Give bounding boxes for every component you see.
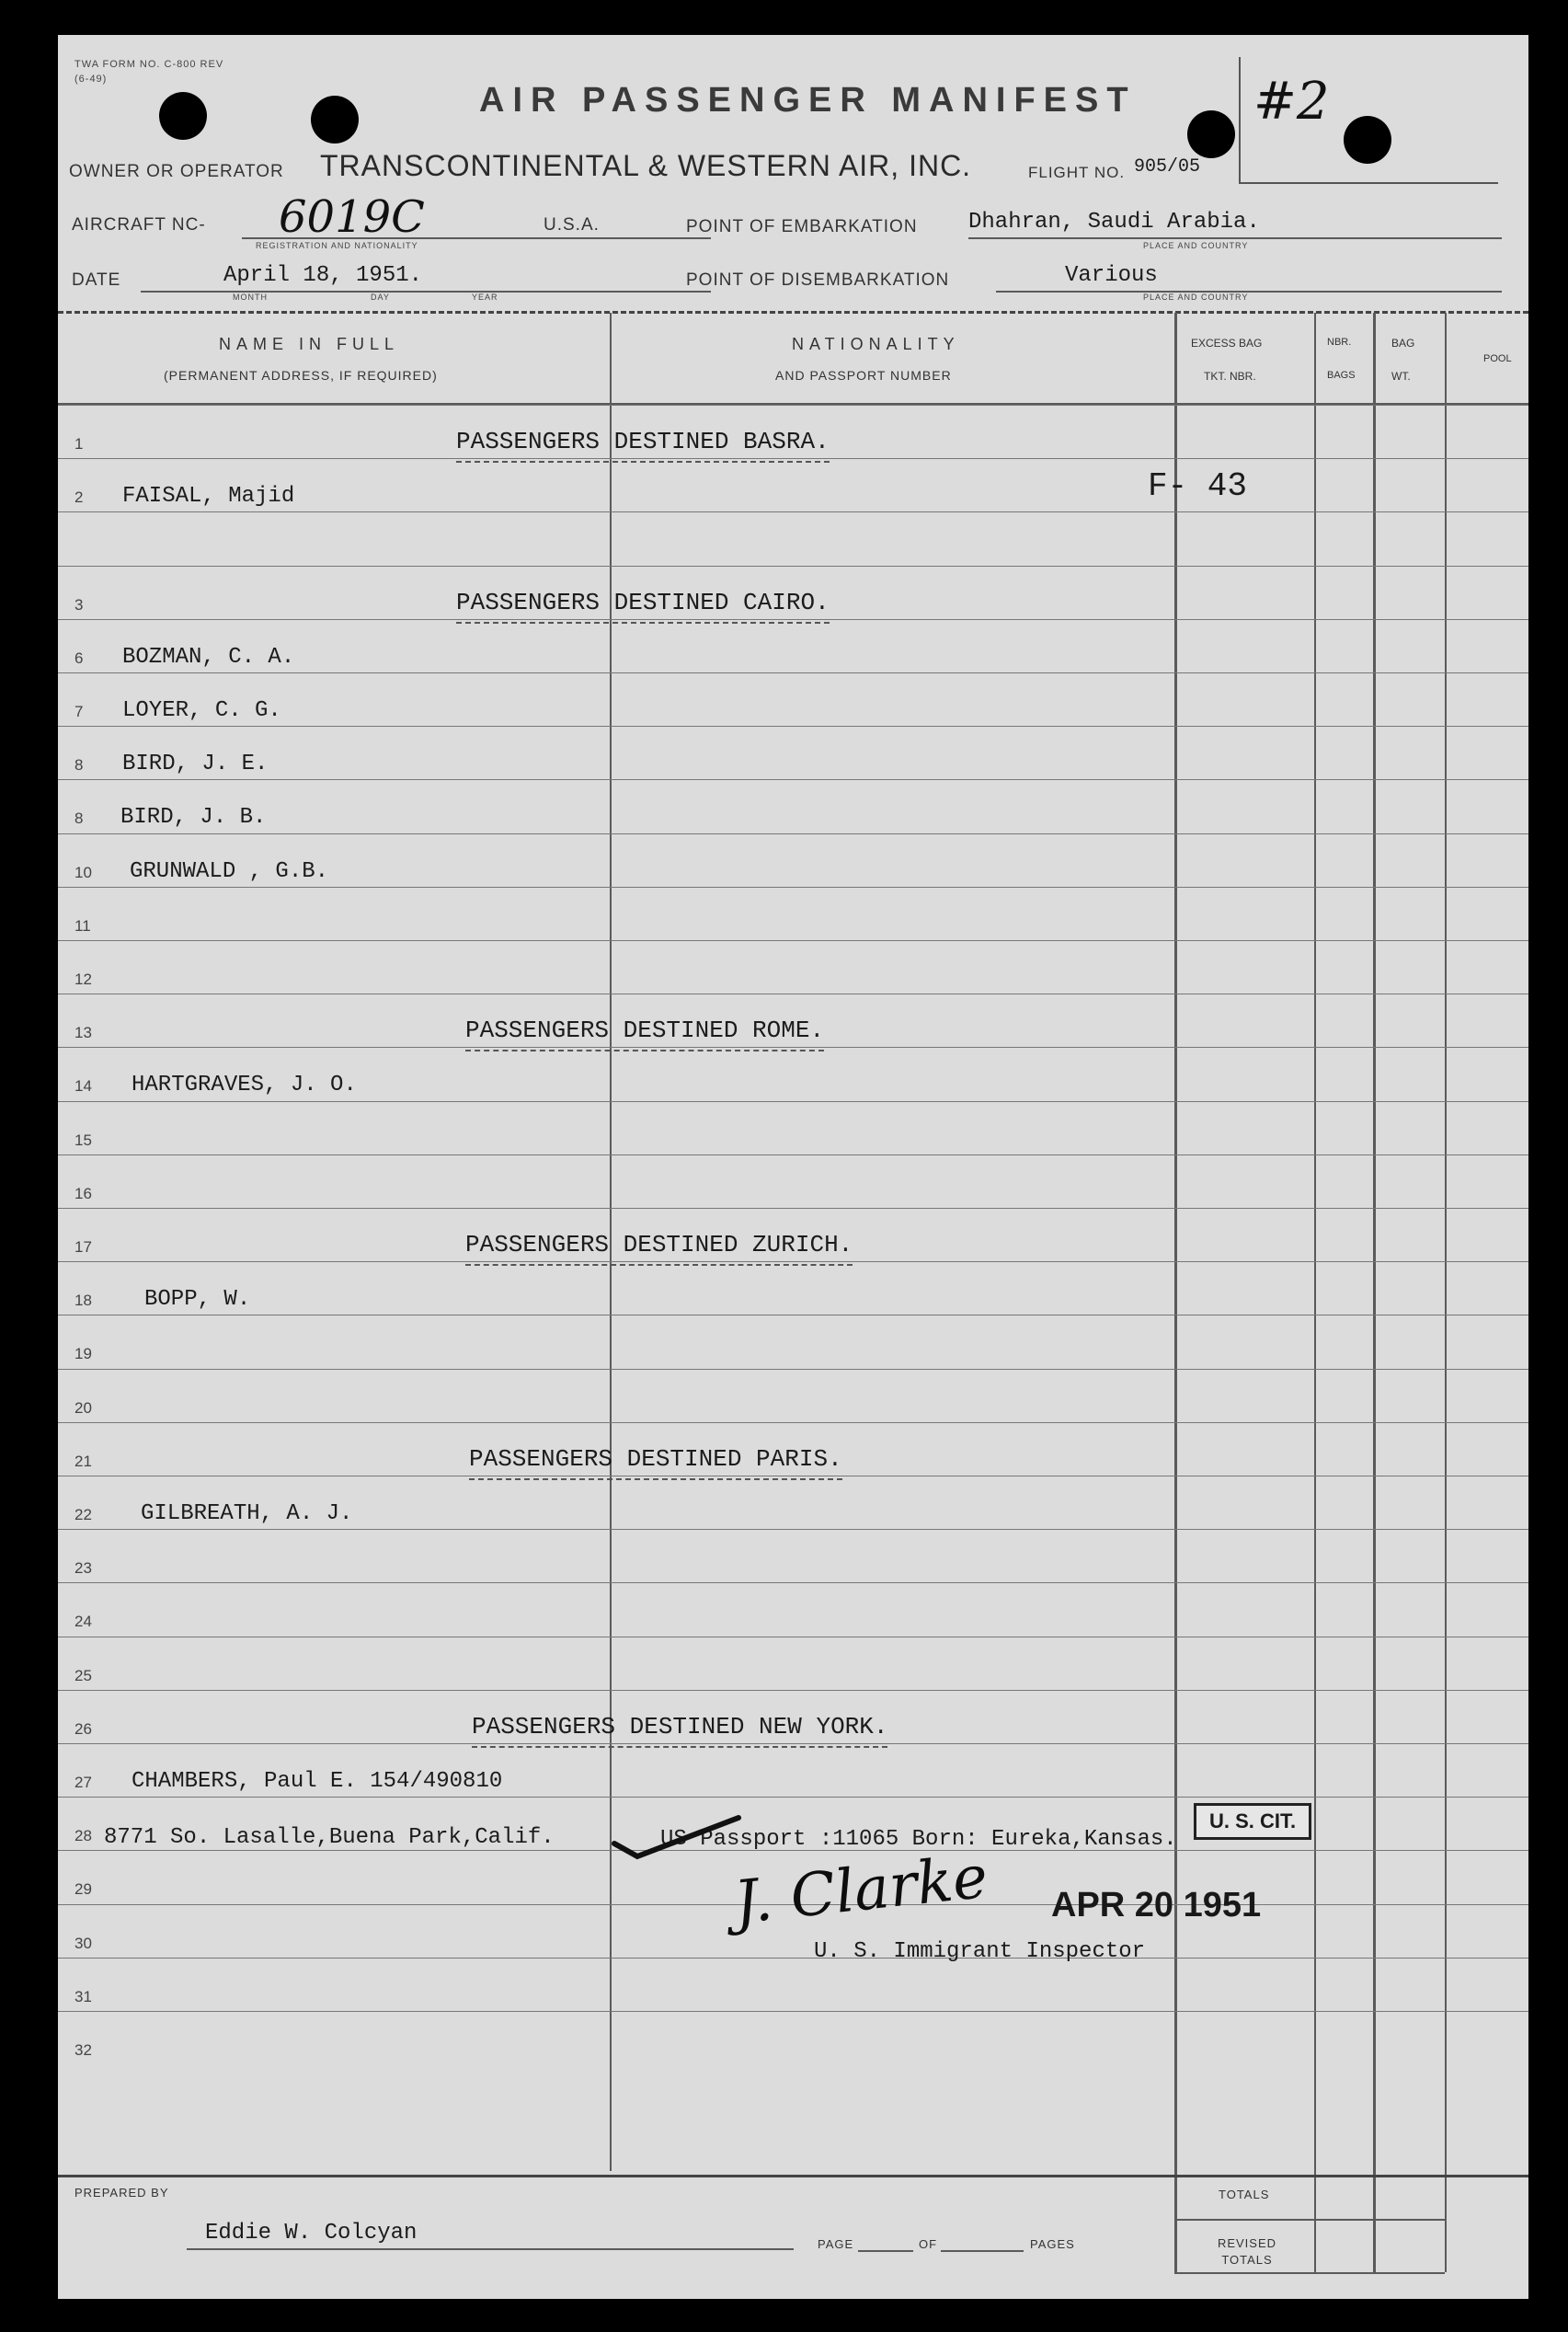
destination-header: PASSENGERS DESTINED ZURICH. [465, 1231, 853, 1258]
revised-totals-label: REVISED TOTALS [1217, 2236, 1277, 2267]
aircraft-number: 6019C [279, 191, 425, 243]
date-stamp: APR 20 1951 [1051, 1886, 1262, 1924]
passenger-name: BIRD, J. E. [122, 752, 269, 777]
destination-header: PASSENGERS DESTINED CAIRO. [456, 588, 830, 616]
col-pool-title: POOL [1483, 353, 1512, 364]
table-row [58, 1369, 1528, 1423]
check-mark-icon [610, 1809, 748, 1864]
row-number: 17 [74, 1238, 92, 1256]
col-bag-title: BAG [1391, 337, 1415, 350]
row-number: 15 [74, 1131, 92, 1149]
passenger-name: BOPP, W. [144, 1287, 251, 1313]
table-row [58, 994, 1528, 1048]
table-row [58, 672, 1528, 727]
row-number: 3 [74, 595, 84, 614]
table-row [58, 1743, 1528, 1798]
table-row [58, 1047, 1528, 1101]
destination-header: PASSENGERS DESTINED BASRA. [456, 428, 830, 455]
row-number: 7 [74, 703, 84, 720]
inspector-title: U. S. Immigrant Inspector [814, 1939, 1146, 1964]
table-row [58, 779, 1528, 833]
destination-header: PASSENGERS DESTINED PARIS. [469, 1444, 842, 1473]
row-number: 19 [74, 1345, 92, 1363]
table-row [58, 2011, 1528, 2065]
table-row [58, 1155, 1528, 1209]
date-caption-day: DAY [371, 293, 390, 302]
embarkation-value: Dhahran, Saudi Arabia. [968, 210, 1260, 235]
embarkation-label: POINT OF EMBARKATION [686, 217, 918, 236]
punch-hole-2 [311, 96, 359, 144]
passenger-name: GRUNWALD , G.B. [130, 858, 329, 884]
row-number: 10 [74, 863, 92, 881]
table-row [58, 1582, 1528, 1637]
passenger-name: LOYER, C. G. [122, 698, 281, 723]
col-name-sub: (PERMANENT ADDRESS, IF REQUIRED) [164, 368, 438, 383]
table-row [58, 458, 1528, 512]
table-row [58, 940, 1528, 994]
registration-caption: REGISTRATION AND NATIONALITY [256, 241, 418, 250]
row-number: 30 [74, 1934, 92, 1952]
row-number: 8 [74, 810, 84, 828]
col-nbr-title: NBR. [1327, 337, 1352, 348]
form-title: AIR PASSENGER MANIFEST [479, 81, 1137, 120]
flight-label: FLIGHT NO. [1028, 164, 1126, 181]
passenger-name: BOZMAN, C. A. [122, 644, 295, 670]
passenger-name: GILBREATH, A. J. [141, 1501, 353, 1526]
disembarkation-label: POINT OF DISEMBARKATION [686, 270, 950, 290]
col-nat-title: NATIONALITY [792, 335, 960, 353]
disembarkation-value: Various [1065, 263, 1158, 288]
table-row [58, 1690, 1528, 1744]
row-number: 20 [74, 1398, 92, 1417]
punch-hole-1 [159, 92, 207, 140]
row-number: 25 [74, 1666, 92, 1684]
date-label: DATE [72, 270, 121, 290]
col-bag-sub: WT. [1391, 370, 1411, 383]
page-label: PAGE [818, 2237, 854, 2251]
destination-header: PASSENGERS DESTINED ROME. [465, 1017, 825, 1045]
usa-label: U.S.A. [544, 215, 600, 235]
col-excess-title: EXCESS BAG [1191, 337, 1263, 350]
table-row [58, 1208, 1528, 1262]
row-number: 26 [74, 1719, 92, 1738]
prepared-by-name: Eddie W. Colcyan [205, 2221, 418, 2246]
date-value: April 18, 1951. [223, 263, 423, 288]
passenger-name: HARTGRAVES, J. O. [132, 1073, 357, 1098]
row-number: 14 [74, 1077, 92, 1096]
form-code-rev: (6-49) [74, 74, 108, 85]
table-row [58, 619, 1528, 673]
aircraft-label: AIRCRAFT NC- [72, 215, 206, 235]
punch-hole-3 [1187, 110, 1235, 158]
col-nat-sub: AND PASSPORT NUMBER [775, 368, 952, 383]
row-number: 24 [74, 1613, 92, 1631]
date-caption-month: MONTH [233, 293, 268, 302]
chambers-address: 8771 So. Lasalle,Buena Park,Calif. [104, 1825, 555, 1850]
table-row [58, 887, 1528, 941]
table-row [58, 511, 1528, 566]
place-caption-2: PLACE AND COUNTRY [1143, 293, 1249, 302]
totals-label: TOTALS [1219, 2188, 1270, 2201]
table-row [58, 1637, 1528, 1691]
table-row [58, 833, 1528, 888]
table-row [58, 1261, 1528, 1315]
row-number: 27 [74, 1774, 92, 1791]
table-row [58, 405, 1528, 459]
row-number: 22 [74, 1506, 92, 1523]
row-number: 2 [74, 488, 84, 507]
pages-label: PAGES [1030, 2237, 1075, 2251]
col-nbr-sub: BAGS [1327, 370, 1356, 381]
col-excess-sub: TKT. NBR. [1204, 370, 1256, 383]
row-number: 16 [74, 1184, 92, 1202]
passenger-name: CHAMBERS, Paul E. 154/490810 [132, 1769, 503, 1794]
row-number: 1 [74, 435, 84, 453]
destination-header: PASSENGERS DESTINED NEW YORK. [472, 1712, 888, 1740]
table-row [58, 566, 1528, 620]
flight-number: 905/05 [1134, 156, 1201, 178]
row-number: 8 [74, 756, 84, 775]
handwritten-mark: #2 [1253, 72, 1330, 132]
table-row [58, 1315, 1528, 1369]
owner-label: OWNER OR OPERATOR [69, 162, 284, 181]
row-number: 32 [74, 2041, 92, 2059]
table-row [58, 1422, 1528, 1476]
passenger-name: BIRD, J. B. [120, 805, 267, 831]
chambers-passport: US Passport :11065 Born: Eureka,Kansas. [660, 1827, 1177, 1852]
prepared-by-label: PREPARED BY [74, 2186, 169, 2200]
inspector-signature: J. Clarke [730, 1843, 991, 1938]
table-row [58, 1958, 1528, 2012]
place-caption-1: PLACE AND COUNTRY [1143, 241, 1249, 250]
table-row [58, 1476, 1528, 1530]
row-number: 29 [74, 1880, 92, 1899]
row-number: 12 [74, 971, 92, 988]
date-caption-year: YEAR [472, 293, 498, 302]
table-row [58, 726, 1528, 780]
col-name-title: NAME IN FULL [219, 335, 400, 353]
form-code: TWA FORM NO. C-800 REV [74, 59, 224, 70]
row-number: 28 [74, 1827, 92, 1845]
row-number: 21 [74, 1452, 92, 1470]
table-row [58, 1529, 1528, 1583]
row-number: 18 [74, 1292, 92, 1310]
table-row [58, 1101, 1528, 1155]
row-number: 23 [74, 1559, 92, 1578]
manifest-sheet [58, 35, 1528, 2299]
owner-value: TRANSCONTINENTAL & WESTERN AIR, INC. [320, 149, 972, 182]
us-citizen-stamp: U. S. CIT. [1194, 1803, 1311, 1840]
excess-bag-ticket: F- 43 [1148, 467, 1248, 506]
row-number: 11 [74, 916, 91, 935]
of-label: OF [919, 2237, 938, 2251]
row-number: 6 [74, 649, 84, 667]
row-number: 31 [74, 1987, 92, 2005]
row-number: 13 [74, 1024, 92, 1042]
passenger-name: FAISAL, Majid [122, 484, 295, 510]
